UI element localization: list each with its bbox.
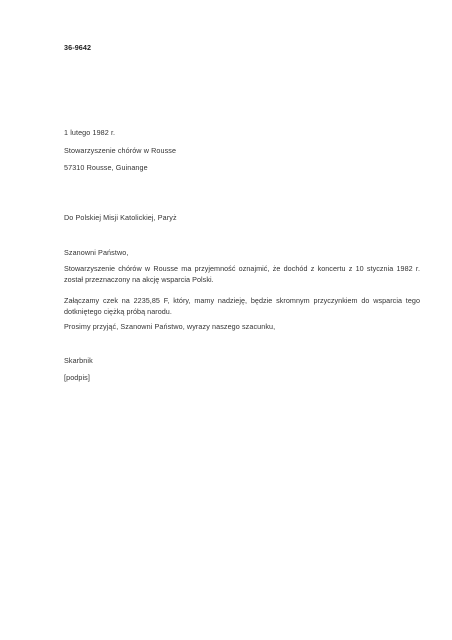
signer-title: Skarbnik xyxy=(64,356,93,365)
letter-date: 1 lutego 1982 r. xyxy=(64,128,116,137)
body-paragraph-1: Stowarzyszenie chórów w Rousse ma przyjemność oznajmić, że dochód z koncertu z 10 stycznia 1982 r. został przeznaczony na akcję wsparcia Polski. xyxy=(64,264,420,284)
salutation: Szanowni Państwo, xyxy=(64,248,129,257)
sender-name: Stowarzyszenie chórów w Rousse xyxy=(64,146,177,155)
sender-address: 57310 Rousse, Guinange xyxy=(64,163,148,172)
closing-formula: Prosimy przyjąć, Szanowni Państwo, wyrazy naszego szacunku, xyxy=(64,322,276,331)
document-reference: 36-9642 xyxy=(64,43,92,52)
signature-placeholder: [podpis] xyxy=(64,373,90,382)
recipient-line: Do Polskiej Misji Katolickiej, Paryż xyxy=(64,213,177,222)
body-paragraph-2: Załączamy czek na 2235,85 F, który, mamy nadzieję, będzie skromnym przyczynkiem do wsparcia tego dotkniętego ciężką próbą narodu. xyxy=(64,296,420,316)
